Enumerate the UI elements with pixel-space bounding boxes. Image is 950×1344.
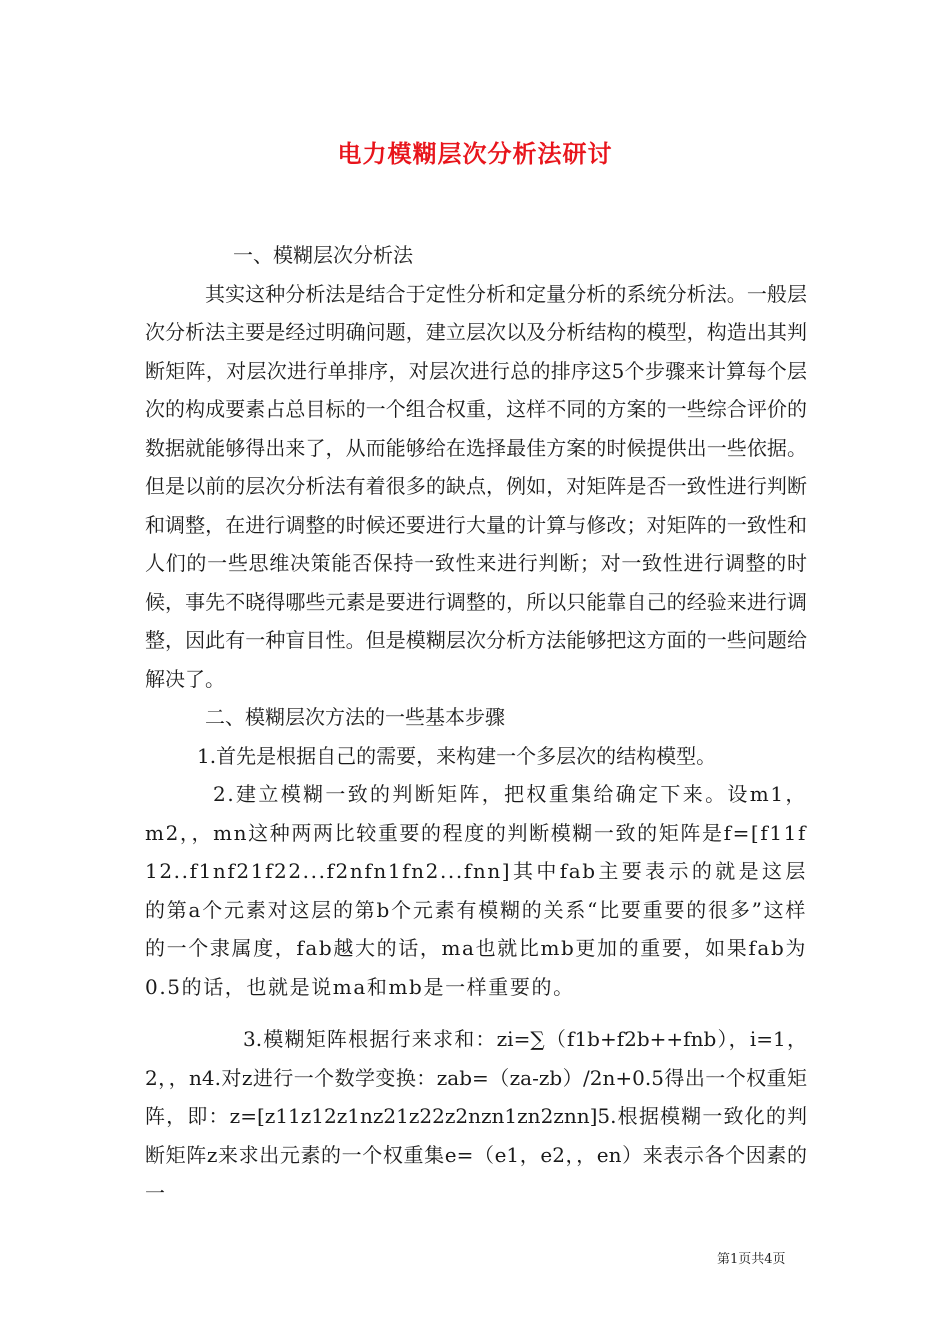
step-2-paragraph: 2.建立模糊一致的判断矩阵，把权重集给确定下来。设m1，m2，，mn这种两两比较重要的程度的判断模糊一致的矩阵是f=[f11f12..f1nf21f22...f2nfn1fn2...fnn]其中fab主要表示的就是这层的第a个元素对这层的第b个元素有模糊的关系“比要重要的很多”这样的一个隶属度，fab越大的话，ma也就比mb更加的重要，如果fab为0.5的话，也就是说ma和mb是一样重要的。	[145, 782, 807, 999]
page-title: 电力模糊层次分析法研讨	[337, 139, 613, 168]
section-heading-1: 一、模糊层次分析法	[233, 243, 413, 267]
step-3-paragraph: 3.模糊矩阵根据行来求和：zi=∑（f1b+f2b++fnb），i=1，2，，n4.对z进行一个数学变换：zab=（za-zb）/2n+0.5得出一个权重矩阵，即：z=[z11z12z1nz21z22z2nzn1zn2znn]5.根据模糊一致化的判断矩阵z来求出元素的一个权重集e=（e1，e2，，en）来表示各个因素的一	[145, 1027, 807, 1205]
page-number: 第1页共4页	[717, 1252, 786, 1267]
section-1-paragraph: 其实这种分析法是结合于定性分析和定量分析的系统分析法。一般层次分析法主要是经过明确问题，建立层次以及分析结构的模型，构造出其判断矩阵，对层次进行单排序，对层次进行总的排序这5个步骤来计算每个层次的构成要素占总目标的一个组合权重，这样不同的方案的一些综合评价的数据就能够得出来了，从而能够给在选择最佳方案的时候提供出一些依据。但是以前的层次分析法有着很多的缺点，例如，对矩阵是否一致性进行判断和调整，在进行调整的时候还要进行大量的计算与修改；对矩阵的一致性和人们的一些思维决策能否保持一致性来进行判断；对一致性进行调整的时候，事先不晓得哪些元素是要进行调整的，所以只能靠自己的经验来进行调整，因此有一种盲目性。但是模糊层次分析方法能够把这方面的一些问题给解决了。	[145, 281, 807, 691]
section-heading-2: 二、模糊层次方法的一些基本步骤	[205, 705, 505, 729]
step-1-paragraph: 1.首先是根据自己的需要，来构建一个多层次的结构模型。	[197, 743, 717, 768]
document-body	[145, 236, 807, 1213]
